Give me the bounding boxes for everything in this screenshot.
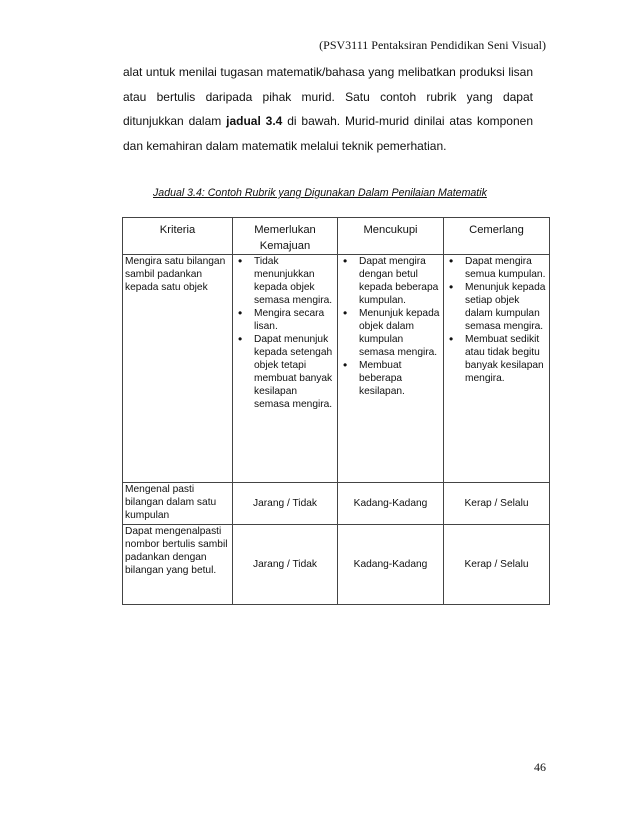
mencukupi-cell: Kadang-Kadang [338, 483, 444, 525]
header-cemerlang: Cemerlang [444, 218, 550, 255]
list-item: • Mengira secara lisan. [234, 307, 336, 333]
header-kriteria: Kriteria [123, 218, 233, 255]
criteria-cell: Mengira satu bilangan sambil padankan kepada satu objek [123, 255, 233, 483]
table-row [123, 255, 550, 483]
table-row [123, 525, 550, 605]
list-item: • Dapat menunjuk kepada setengah objek tetapi membuat banyak kesilapan semasa mengira. [234, 333, 336, 411]
memerlukan-cell [233, 255, 338, 483]
list-item: • Tidak menunjukkan kepada objek semasa mengira. [234, 255, 336, 307]
table-header-row [123, 218, 550, 255]
memerlukan-cell: Jarang / Tidak [233, 483, 338, 525]
list-item: • Menunjuk kepada objek dalam kumpulan semasa mengira. [339, 307, 442, 359]
header-memerlukan-kemajuan: Memerlukan Kemajuan [233, 218, 338, 255]
mencukupi-cell: Kadang-Kadang [338, 525, 444, 605]
list-item: • Membuat sedikit atau tidak begitu banyak kesilapan mengira. [445, 333, 548, 385]
table-caption: Jadual 3.4: Contoh Rubrik yang Digunakan Dalam Penilaian Matematik [153, 187, 487, 199]
list-item: • Dapat mengira semua kumpulan. [445, 255, 548, 281]
cemerlang-cell: Kerap / Selalu [444, 483, 550, 525]
rubric-table [122, 217, 550, 605]
list-item: • Dapat mengira dengan betul kepada beberapa kumpulan. [339, 255, 442, 307]
list-item: • Menunjuk kepada setiap objek dalam kumpulan semasa mengira. [445, 281, 548, 333]
header-mencukupi: Mencukupi [338, 218, 444, 255]
mencukupi-cell [338, 255, 444, 483]
page-number: 46 [534, 760, 546, 774]
cemerlang-cell: Kerap / Selalu [444, 525, 550, 605]
table-row [123, 483, 550, 525]
memerlukan-cell: Jarang / Tidak [233, 525, 338, 605]
criteria-cell: Mengenal pasti bilangan dalam satu kumpulan [123, 483, 233, 525]
cemerlang-cell [444, 255, 550, 483]
paragraph-text-2: di bawah. Murid-murid dinilai atas komponen dan kemahiran dalam matematik melalui teknik pemerhatian. [123, 114, 533, 153]
body-paragraph [123, 60, 533, 158]
paragraph-text-1: alat untuk menilai tugasan matematik/bahasa yang melibatkan produksi lisan atau bertulis daripada pihak murid. Satu contoh rubrik yang dapat ditunjukkan dalam [123, 65, 533, 128]
list-item: • Membuat beberapa kesilapan. [339, 359, 442, 398]
criteria-cell: Dapat mengenalpasti nombor bertulis sambil padankan dengan bilangan yang betul. [123, 525, 233, 605]
running-header: (PSV3111 Pentaksiran Pendidikan Seni Visual) [319, 38, 546, 52]
table-reference: jadual 3.4 [226, 114, 283, 128]
